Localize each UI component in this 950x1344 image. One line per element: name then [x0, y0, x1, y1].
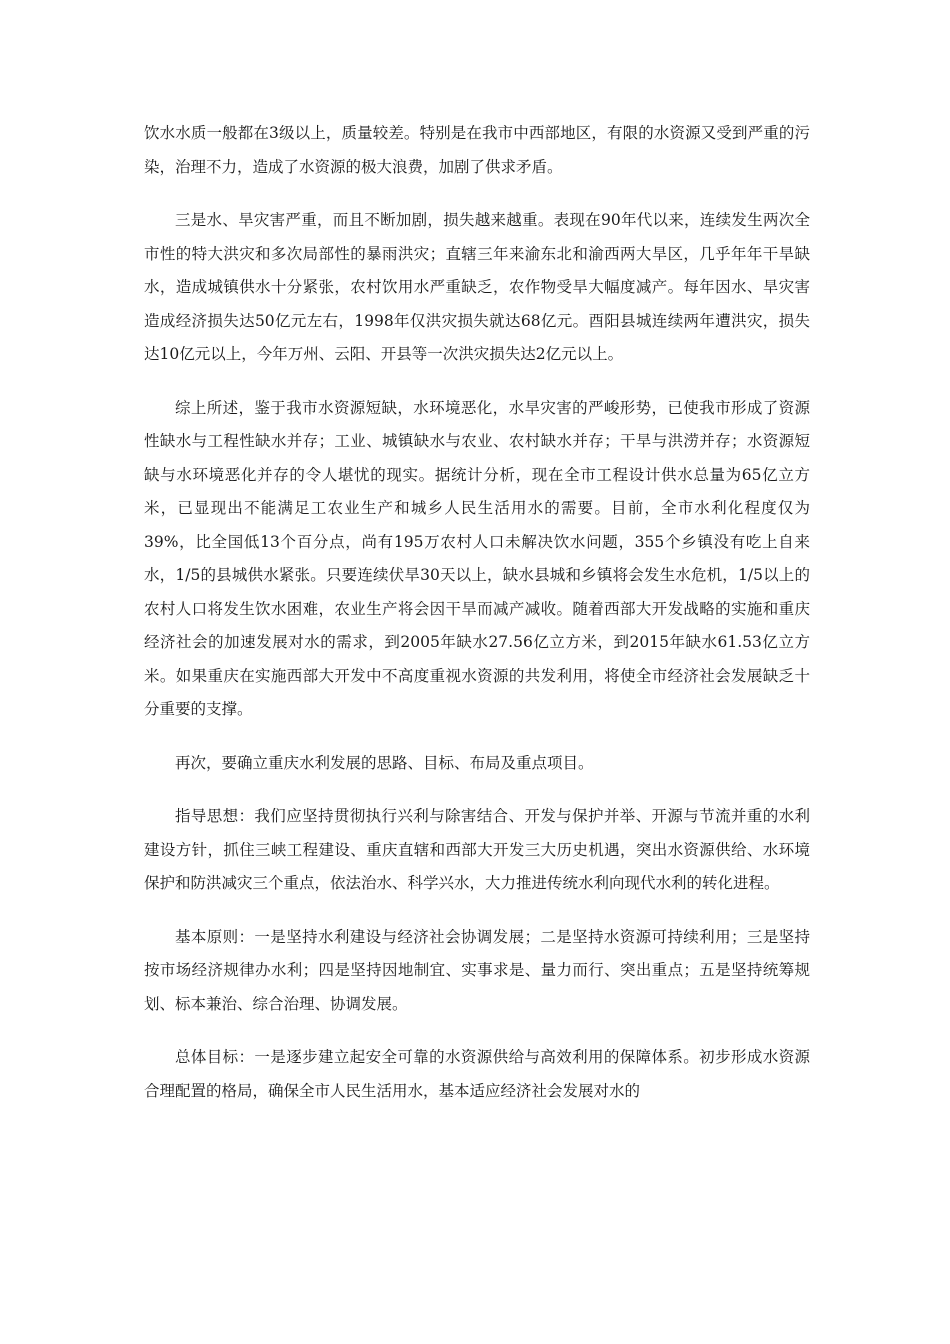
- paragraph-flood-drought: 三是水、旱灾害严重，而且不断加剧，损失越来越重。表现在90年代以来，连续发生两次全市性的特大洪灾和多次局部性的暴雨洪灾；直辖三年来渝东北和渝西两大旱区，几乎年年干旱缺水，造成城镇供水十分紧张，农村饮用水严重缺乏，农作物受旱大幅度减产。每年因水、旱灾害造成经济损失达50亿元左右，1998年仅洪灾损失就达68亿元。酉阳县城连续两年遭洪灾，损失达10亿元以上，今年万州、云阳、开县等一次洪灾损失达2亿元以上。: [144, 211, 810, 363]
- document-page: [144, 117, 810, 1128]
- paragraph-basic-principles: 基本原则：一是坚持水利建设与经济社会协调发展；二是坚持水资源可持续利用；三是坚持按市场经济规律办水利；四是坚持因地制宜、实事求是、量力而行、突出重点；五是坚持统筹规划、标本兼治、综合治理、协调发展。: [144, 927, 810, 1013]
- paragraph-summary: 综上所述，鉴于我市水资源短缺，水环境恶化，水旱灾害的严峻形势，已使我市形成了资源性缺水与工程性缺水并存；工业、城镇缺水与农业、农村缺水并存；干旱与洪涝并存；水资源短缺与水环境恶化并存的令人堪忧的现实。据统计分析，现在全市工程设计供水总量为65亿立方米，已显现出不能满足工农业生产和城乡人民生活用水的需要。目前，全市水利化程度仅为39%，比全国低13个百分点，尚有195万农村人口未解决饮水问题，355个乡镇没有吃上自来水，1/5的县城供水紧张。只要连续伏旱30天以上，缺水县城和乡镇将会发生水危机，1/5以上的农村人口将发生饮水困难，农业生产将会因干旱而减产减收。随着西部大开发战略的实施和重庆经济社会的加速发展对水的需求，到2005年缺水27.56亿立方米，到2015年缺水61.53亿立方米。如果重庆在实施西部大开发中不高度重视水资源的共发利用，将使全市经济社会发展缺乏十分重要的支撑。: [144, 398, 810, 718]
- paragraph-overall-goals: 总体目标：一是逐步建立起安全可靠的水资源供给与高效利用的保障体系。初步形成水资源合理配置的格局，确保全市人民生活用水，基本适应经济社会发展对水的: [144, 1048, 810, 1100]
- paragraph-next-step: 再次，要确立重庆水利发展的思路、目标、布局及重点项目。: [175, 753, 594, 772]
- paragraph-water-quality: 饮水水质一般都在3级以上，质量较差。特别是在我市中西部地区，有限的水资源又受到严重的污染，治理不力，造成了水资源的极大浪费，加剧了供求矛盾。: [144, 124, 810, 176]
- paragraph-guiding-ideology: 指导思想：我们应坚持贯彻执行兴利与除害结合、开发与保护并举、开源与节流并重的水利建设方针，抓住三峡工程建设、重庆直辖和西部大开发三大历史机遇，突出水资源供给、水环境保护和防洪减灾三个重点，依法治水、科学兴水，大力推进传统水利向现代水利的转化进程。: [144, 807, 810, 892]
